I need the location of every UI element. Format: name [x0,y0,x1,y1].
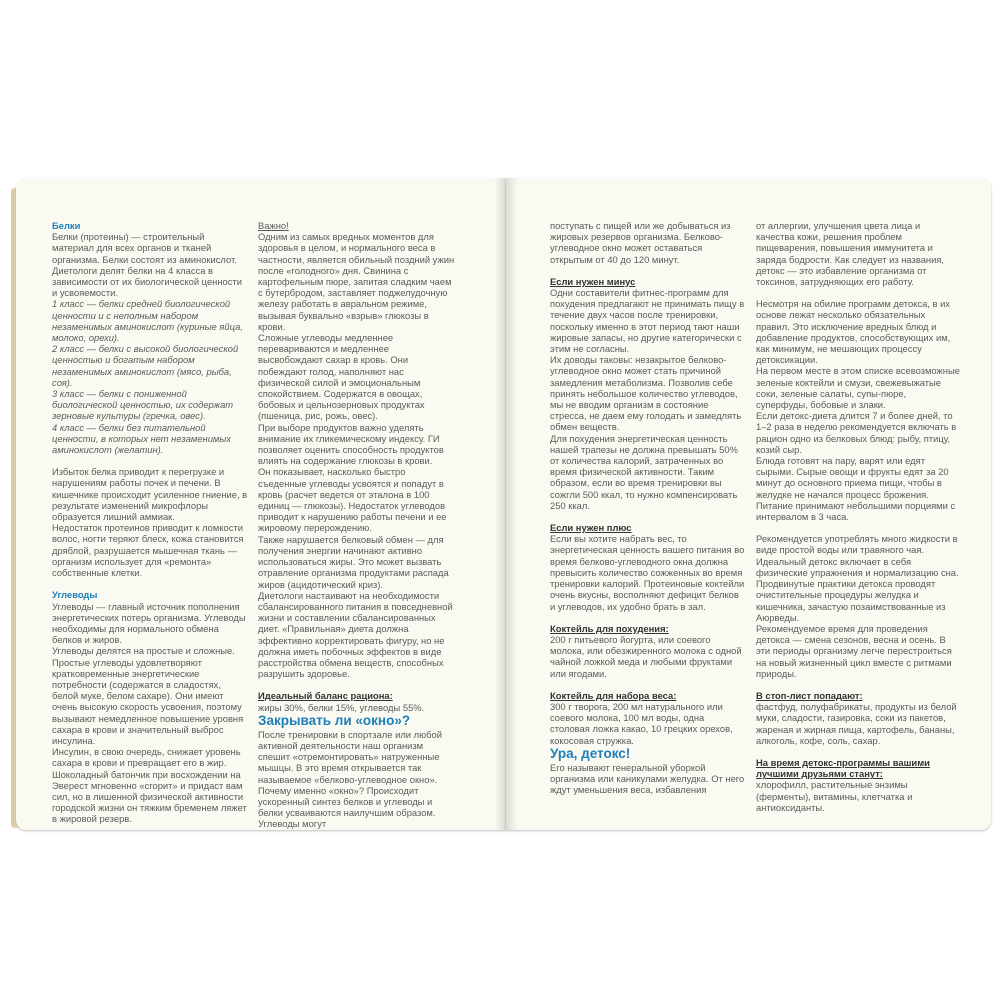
text-paragraph: Рекомендуется употреблять много жидкости в виде простой воды или травяного чая. Идеальный детокс включает в себя физические упражнения и нормализацию сна. Продвинутые практики детокса проводят очистительные процедуры желудка и кишечника, зачастую позаимствованные из Аюрведы. [756,533,959,623]
right-column-2 [756,220,960,813]
spacer [550,612,746,623]
text-paragraph: Также нарушается белковый обмен — для получения энергии начинают активно использоваться жиры. Это может вызвать отравление организма продуктами распада жиров (ацидотический криз). [258,533,449,590]
text-paragraph: 2 класс — белки с высокой биологической ценностью и богатым набором незаменимых аминокислот (мясо, рыба, соя). [52,343,239,388]
text-paragraph: Недостаток протеинов приводит к ломкости волос, ногти теряют блеск, кожа становится дряблой, разрушается мышечная ткань — организм использует для «ремонта» собственные клетки. [52,522,244,579]
text-paragraph: 4 класс — белки без питательной ценности, в которых нет незаменимых аминокислот (желатин). [52,421,231,456]
text-paragraph: Диетологи делят белки на 4 класса в зависимости от их биологической ценности и усвояемости. [52,264,242,299]
right-column-1 [550,220,746,795]
text-paragraph: Диетологи настаивают на необходимости сбалансированного питания в повседневной жизни и составлении сбалансированных диет. «Правильная» диета должна эффективно корректировать фигуру, но не должна иметь побочных эффектов в виде расстройства обмена веществ, способных разрушить здоровье. [258,589,453,680]
text-paragraph: При выборе продуктов важно уделять внимание их гликемическому индексу. ГИ позволяет оценить способность продуктов влиять на содержание глюкозы в крови. [258,421,444,467]
spacer [756,522,960,533]
section-heading: Белки [52,220,81,231]
text-paragraph: Питание принимают небольшими порциями с интервалом в 3 часа. [756,499,956,523]
text-paragraph: от аллергии, улучшения цвета лица и качества кожи, решения проблем пищеварения, повышения иммунитета и заряда бодрости. Как следует из названия, детокс — это избавление организма от токсинов, затрудняющих его работу. [756,220,944,288]
spacer [52,578,248,589]
text-paragraph: Одни составители фитнес-программ для похудения предлагают не принимать пищу в течение двух часов после тренировки, поскольку именно в этот период тают наши жировые запасы, но другие категорически с этим не согласны. [550,287,745,355]
text-paragraph: Для похудения энергетическая ценность нашей трапезы не должна превышать 50% от количества калорий, затраченных во время физической активности. Таким образом, если во время тренировки вы сожгли 500 ккал, то нужно компенсировать 250 ккал. [550,432,738,511]
text-paragraph: После тренировки в спортзале или любой активной деятельности наш организм спешит «отремонтировать» натруженные мышцы. В это время открывается так называемое «белково-углеводное окно». Почему именно «окно»? Происходит ускоренный синтез белков и углеводы и белки усваиваются наилучшим образом. Углеводы могут [258,728,442,830]
section-heading: Если нужен минус [550,275,636,287]
text-paragraph: Углеводы делятся на простые и сложные. [52,645,235,657]
text-paragraph: Важно! [258,220,289,231]
text-paragraph: 3 класс — белки с пониженной биологической ценностью, их содержат зерновые культуры (гречка, овес). [52,388,234,422]
spacer [550,679,746,690]
text-paragraph: Он показывает, насколько быстро съеденные углеводы усвоятся и попадут в кровь (расчет ведется от эталона в 100 единиц — глюкозы). Недостаток углеводов приводит к нарушению работы печени и ее жировому перерождению. [258,466,447,534]
text-paragraph: Углеводы — главный источник пополнения энергетических потерь организма. Углеводы необходимы для нормального обмена белков и жиров. [52,600,246,646]
text-paragraph: Простые углеводы удовлетворяют кратковременные энергетические потребности (содержатся в сладостях, белой муке, белом сахаре). Они имеют очень высокую скорость усвоения, поэтому вызывают немедленное повышение уровня сахара в крови и значительный выброс инсулина. [52,656,244,746]
spacer [550,265,746,276]
open-notebook [16,178,991,830]
spacer [258,679,456,690]
section-heading: На время детокс-программы вашими лучшими друзьями станут: [756,756,930,780]
section-heading: Идеальный баланс рациона: [258,690,393,702]
section-heading: Коктейль для похудения: [550,622,669,634]
spacer [756,679,960,690]
left-column-1 [52,220,248,825]
spacer [756,287,960,298]
text-paragraph: Несмотря на обилие программ детокса, в их основе лежат несколько обязательных правил. Это исключение вредных блюд и добавление продуктов, способствующих им, как минимум, не мешающих процессу детоксикации. [756,298,951,366]
text-paragraph: Если детокс-диета длится 7 и более дней, то 1–2 раза в неделю рекомендуется включать в рацион одно из белковых блюд: рыбу, птицу, козий сыр. [756,410,957,455]
text-paragraph: Блюда готовят на пару, варят или едят сырыми. Сырые овощи и фрукты едят за 20 минут до основного приема пищи, чтобы в желудке не начался процесс брожения. [756,455,949,500]
text-paragraph: Их доводы таковы: незакрытое белково-углеводное окно может стать причиной замедления метаболизма. Позволив себе принять небольшое количество углеводов, мы не вводим организм в состояние стресса, не даем ему голодать и замедлять обмен веществ. [550,354,742,433]
left-column-2 [258,220,456,830]
text-paragraph: На первом месте в этом списке всевозможные зеленые коктейли и смузи, свежевыжатые соки, зеленые салаты, супы-пюре, суперфуды, бобовые и злаки. [756,365,960,411]
text-paragraph: хлорофилл, растительные энзимы (ферменты), витамины, клетчатка и антиоксиданты. [756,779,913,813]
text-paragraph: 300 г творога, 200 мл натурального или соевого молока, 100 мл воды, одна столовая ложка какао, 10 грецких орехов, кокосовая стружка. [550,700,733,746]
left-page [16,178,506,830]
section-heading: Ура, детокс! [550,745,631,761]
text-paragraph: Инсулин, в свою очередь, снижает уровень сахара в крови и превращает его в жир. Шоколадный батончик при восхождении на Эверест мгновенно «сгорит» и придаст вам сил, но в лишенной физической активности городской жизни он тяжким бременем ляжет в жировой резерв. [52,746,247,825]
book-spine [494,178,518,830]
right-page [506,178,991,830]
text-paragraph: поступать с пищей или же добываться из жировых резервов организма. Белково-углеводное окно может оставаться открытым от 40 до 120 минут. [550,220,731,265]
spacer [52,455,248,466]
spacer [756,746,960,757]
section-heading: Углеводы [52,589,98,601]
text-paragraph: Его называют генеральной уборкой организма или каникулами желудка. От него ждут уменьшения веса, избавления [550,761,745,796]
spacer [550,511,746,522]
text-paragraph: Белки (протеины) — строительный материал для всех органов и тканей организма. Белки состоят из аминокислот. [52,231,237,265]
text-paragraph: Рекомендуемое время для проведения детокса — смена сезонов, весна и осень. В эти периоды организму легче перестроиться на новый жизненный цикл вместе с ритмами природы. [756,622,952,679]
text-paragraph: Одним из самых вредных моментов для здоровья в целом, и нормального веса в частности, является обильный поздний ужин после «голодного» дня. Свинина с картофельным пюре, запитая сладким чаем с бутербродом, заставляет поджелудочную железу работать в авральном режиме, вызывая буквально «взрыв» глюкозы в крови. [258,231,455,332]
section-heading: Коктейль для набора веса: [550,689,677,701]
section-heading: В стоп-лист попадают: [756,689,863,701]
section-heading: Если нужен плюс [550,522,632,534]
text-paragraph: Сложные углеводы медленнее перевариваются и медленнее высвобождают сахар в кровь. Они побеждают голод, наполняют нас физической силой и эмоциональным спокойствием. Содержатся в овощах, бобовых и цельнозерновых продуктах (пшеница, рис, рожь, овес). [258,332,425,422]
text-paragraph: жиры 30%, белки 15%, углеводы 55%. [258,701,425,713]
text-paragraph: Избыток белка приводит к перегрузке и нарушениям работы почек и печени. В кишечнике происходит усиленное гниение, в результате изменений микрофлоры образуется лишний аммиак. [52,466,248,523]
text-paragraph: 1 класс — белки средней биологической ценности и с неполным набором незаменимых аминокислот (куриные яйца, молоко, орехи). [52,298,243,344]
text-paragraph: 200 г питьевого йогурта, или соевого молока, или обезжиренного молока с одной чайной ложкой меда и любыми фруктами или ягодами. [550,633,742,679]
section-heading: Закрывать ли «окно»? [258,712,411,728]
text-paragraph: Если вы хотите набрать вес, то энергетическая ценность вашего питания во время белково-углеводного окна должна превысить количество сожженных во время тренировки калорий. Протеиновые коктейли очень вкусны, восполняют дефицит белков и углеводов, их удобно брать в зал. [550,533,745,612]
text-paragraph: фастфуд, полуфабрикаты, продукты из белой муки, сладости, газировка, соки из пакетов, жареная и жирная пища, картофель, бананы, алкоголь, кофе, соль, сахар. [756,701,957,746]
